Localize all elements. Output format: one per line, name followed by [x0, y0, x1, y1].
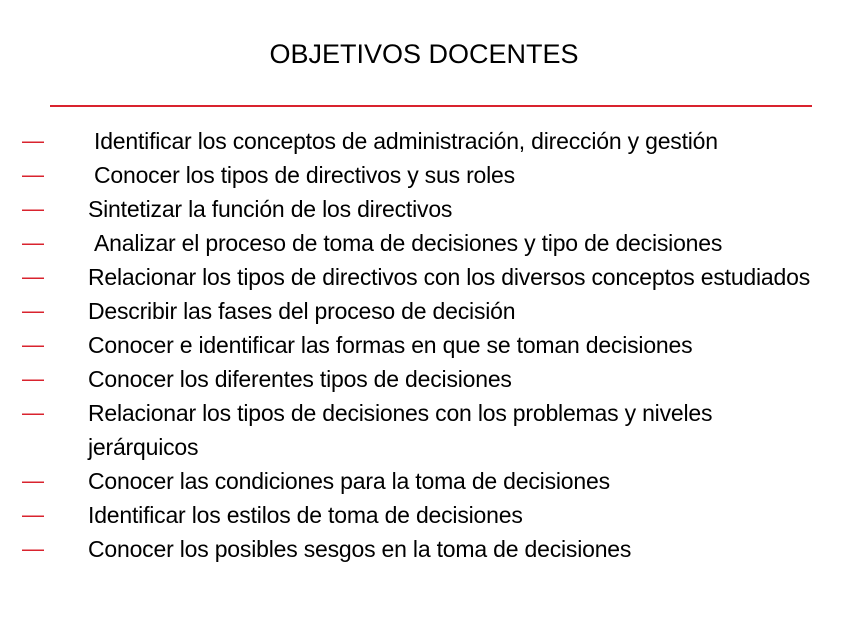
objective-text: Conocer los diferentes tipos de decisiones — [88, 366, 512, 392]
bullet-dash-icon: — — [22, 400, 44, 425]
bullet-dash-icon: — — [22, 298, 44, 323]
list-item — [0, 396, 848, 464]
objective-text: Conocer los tipos de directivos y sus roles — [94, 162, 515, 188]
slide-title: OBJETIVOS DOCENTES — [269, 39, 579, 69]
list-item — [0, 226, 848, 260]
objectives-list — [0, 124, 848, 566]
objective-text: Relacionar los tipos de directivos con los diversos conceptos estudiados — [88, 264, 810, 290]
objective-text: Conocer las condiciones para la toma de decisiones — [88, 468, 610, 494]
title-divider — [50, 105, 812, 107]
bullet-dash-icon: — — [22, 468, 44, 493]
bullet-dash-icon: — — [22, 332, 44, 357]
bullet-dash-icon: — — [22, 502, 44, 527]
objective-text: Conocer los posibles sesgos en la toma de decisiones — [88, 536, 632, 562]
list-item — [0, 124, 848, 158]
objective-text: Analizar el proceso de toma de decisiones y tipo de decisiones — [94, 230, 723, 256]
list-item — [0, 464, 848, 498]
list-item — [0, 532, 848, 566]
list-item — [0, 158, 848, 192]
objective-text: Identificar los estilos de toma de decisiones — [88, 502, 523, 528]
bullet-dash-icon: — — [22, 162, 44, 187]
list-item — [0, 192, 848, 226]
objective-text: Describir las fases del proceso de decisión — [88, 298, 516, 324]
bullet-dash-icon: — — [22, 230, 44, 255]
list-item — [0, 328, 848, 362]
objective-text: Sintetizar la función de los directivos — [88, 196, 453, 222]
bullet-dash-icon: — — [22, 366, 44, 391]
bullet-dash-icon: — — [22, 196, 44, 221]
bullet-dash-icon: — — [22, 264, 44, 289]
bullet-dash-icon: — — [22, 536, 44, 561]
bullet-dash-icon: — — [22, 128, 44, 153]
list-item — [0, 294, 848, 328]
objective-text: Identificar los conceptos de administración, dirección y gestión — [94, 128, 718, 154]
list-item — [0, 260, 848, 294]
list-item — [0, 498, 848, 532]
objective-text: Conocer e identificar las formas en que se toman decisiones — [88, 332, 693, 358]
objective-text: Relacionar los tipos de decisiones con los problemas y niveles jerárquicos — [88, 400, 713, 460]
list-item — [0, 362, 848, 396]
